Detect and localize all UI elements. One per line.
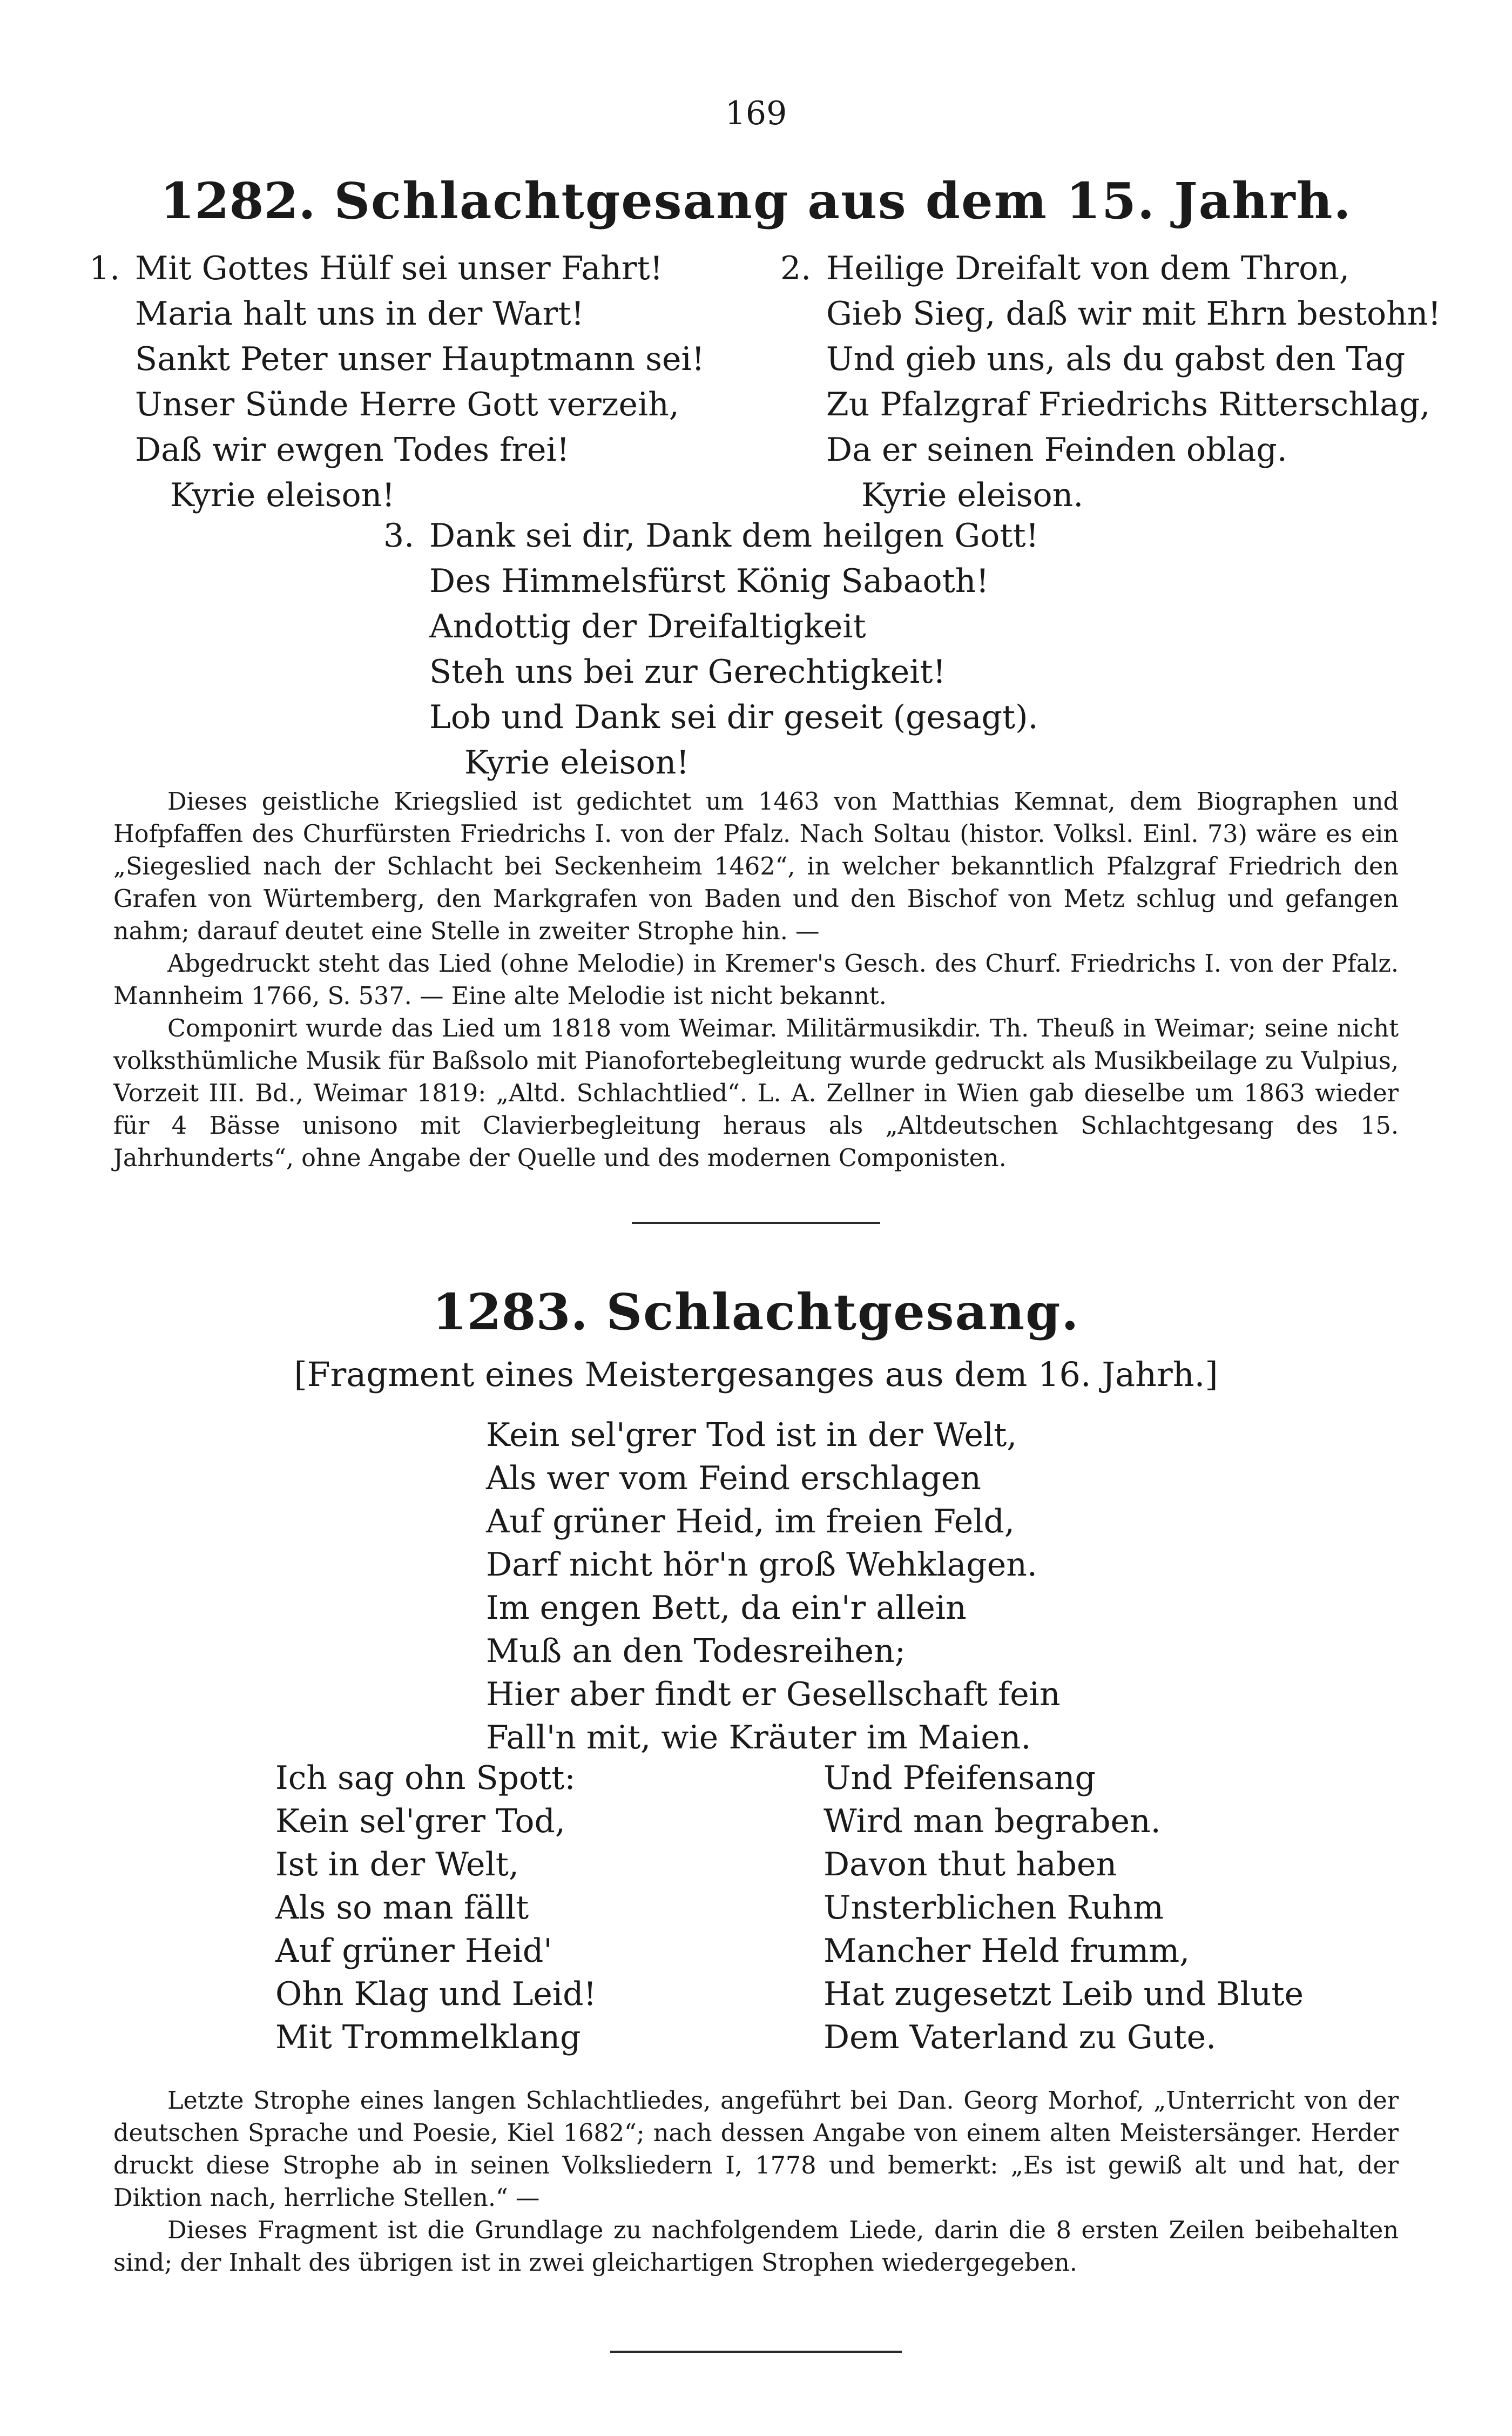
verse-line: Fall'n mit, wie Kräuter im Maien. — [486, 1719, 1031, 1757]
note-paragraph: Dieses Fragment ist die Grundlage zu nachfolgendem Liede, darin die 8 ersten Zeilen beibehalten sind; der Inhalt des übrigen ist in zwei gleichartigen Strophen wiedergegeben. — [113, 2217, 1399, 2277]
song-1283-notes — [113, 2085, 1399, 2279]
verse-line: Heilige Dreifalt von dem Thron, — [826, 250, 1350, 287]
verse-line: Zu Pfalzgraf Friedrichs Ritterschlag, — [826, 386, 1430, 423]
note-paragraph: Letzte Strophe eines langen Schlachtliedes, angeführt bei Dan. Georg Morhof, „Unterricht von der deutschen Sprache und Poesie, Kiel 1682“; nach dessen Angabe von einem alten Meistersänger. Herder druckt diese Strophe ab in seinen Volksliedern I, 1778 und bemerkt: „Es ist gewiß alt und hat, der Diktion nach, herrliche Stellen.“ — — [113, 2087, 1399, 2212]
verse-line: Maria halt uns in der Wart! — [135, 295, 584, 333]
section-divider — [632, 1222, 880, 1224]
note-paragraph: Abgedruckt steht das Lied (ohne Melodie) in Kremer's Gesch. des Churf. Friedrichs I. von der Pfalz. Mannheim 1766, S. 537. — Eine alte Melodie ist nicht bekannt. — [113, 950, 1399, 1010]
verse-line: Hat zugesetzt Leib und Blute — [824, 1975, 1304, 2013]
verse-line: Ohn Klag und Leid! — [275, 1975, 597, 2013]
verse-line: Andottig der Dreifaltigkeit — [429, 608, 866, 645]
verse-line: Kein sel'grer Tod, — [275, 1802, 565, 1840]
verse-line: Hier aber findt er Gesellschaft fein — [486, 1675, 1061, 1713]
stanza-number: 3. — [383, 517, 415, 555]
verse-line: Davon thut haben — [824, 1846, 1117, 1883]
song-1283-title: Schlachtgesang. — [606, 1283, 1080, 1341]
verse-line: Mancher Held frumm, — [824, 1932, 1190, 1970]
verse-line: Und gieb uns, als du gabst den Tag — [826, 340, 1406, 378]
song-1282-heading — [0, 172, 1512, 230]
verse-line: Dem Vaterland zu Gute. — [824, 2018, 1217, 2056]
verse-line: Da er seinen Feinden oblag. — [826, 431, 1287, 469]
verse-line: Als so man fällt — [275, 1889, 529, 1927]
verse-line: Kein sel'grer Tod ist in der Welt, — [486, 1416, 1017, 1454]
verse-line: Kyrie eleison! — [464, 744, 690, 782]
section-divider — [610, 2351, 902, 2353]
verse-line: Wird man begraben. — [824, 1802, 1161, 1840]
song-1283-heading — [0, 1283, 1512, 1341]
song-1283-number: 1283. — [432, 1283, 588, 1341]
verse-line: Auf grüner Heid' — [275, 1932, 552, 1970]
stanza-number: 2. — [780, 250, 812, 287]
verse-line: Steh uns bei zur Gerechtigkeit! — [429, 653, 946, 691]
verse-line: Unser Sünde Herre Gott verzeih, — [135, 386, 679, 423]
verse-line: Daß wir ewgen Todes frei! — [135, 431, 570, 469]
verse-line: Als wer vom Feind erschlagen — [486, 1459, 981, 1497]
verse-line: Darf nicht hör'n groß Wehklagen. — [486, 1546, 1037, 1584]
note-paragraph: Componirt wurde das Lied um 1818 vom Weimar. Militärmusikdir. Th. Theuß in Weimar; seine nicht volksthümliche Musik für Baßsolo mit Pianofortebegleitung wurde gedruckt als Musikbeilage zu Vulpius, Vorzeit III. Bd., Weimar 1819: „Altd. Schlachtlied“. L. A. Zellner in Wien gab dieselbe um 1863 wieder für 4 Bässe unisono mit Clavierbegleitung heraus als „Altdeutschen Schlachtgesang des 15. Jahrhunderts“, ohne Angabe der Quelle und des modernen Componisten. — [113, 1015, 1399, 1172]
verse-line: Auf grüner Heid, im freien Feld, — [486, 1503, 1015, 1540]
song-1282-title: Schlachtgesang aus dem 15. Jahrh. — [334, 172, 1352, 230]
verse-line: Des Himmelsfürst König Sabaoth! — [429, 562, 989, 600]
verse-line: Mit Trommelklang — [275, 2018, 581, 2056]
verse-line: Mit Gottes Hülf sei unser Fahrt! — [135, 250, 663, 287]
verse-line: Kyrie eleison! — [170, 476, 395, 514]
song-1282-notes — [113, 786, 1399, 1175]
note-paragraph: Dieses geistliche Kriegslied ist gedichtet um 1463 von Matthias Kemnat, dem Biographen und Hofpfaffen des Churfürsten Friedrichs I. von der Pfalz. Nach Soltau (histor. Volksl. Einl. 73) wäre es ein „Siegeslied nach der Schlacht bei Seckenheim 1462“, in welcher bekanntlich Pfalzgraf Friedrich den Grafen von Würtemberg, den Markgrafen von Baden und den Bischof von Metz schlug und gefangen nahm; darauf deutet eine Stelle in zweiter Strophe hin. — — [113, 788, 1399, 945]
verse-line: Ich sag ohn Spott: — [275, 1759, 576, 1797]
song-1282-number: 1282. — [160, 172, 316, 230]
verse-line: Muß an den Todesreihen; — [486, 1632, 906, 1670]
verse-line: Lob und Dank sei dir geseit (gesagt). — [429, 698, 1038, 736]
verse-line: Dank sei dir, Dank dem heilgen Gott! — [429, 517, 1039, 555]
verse-line: Gieb Sieg, daß wir mit Ehrn bestohn! — [826, 295, 1441, 333]
verse-line: Und Pfeifensang — [824, 1759, 1096, 1797]
stanza-number: 1. — [89, 250, 120, 287]
verse-line: Kyrie eleison. — [861, 476, 1084, 514]
verse-line: Sankt Peter unser Hauptmann sei! — [135, 340, 705, 378]
verse-line: Im engen Bett, da ein'r allein — [486, 1589, 967, 1627]
song-1283-subtitle: [Fragment eines Meistergesanges aus dem 16. Jahrh.] — [294, 1355, 1218, 1394]
verse-line: Ist in der Welt, — [275, 1846, 519, 1883]
page-number: 169 — [725, 95, 787, 132]
verse-line: Unsterblichen Ruhm — [824, 1889, 1164, 1927]
